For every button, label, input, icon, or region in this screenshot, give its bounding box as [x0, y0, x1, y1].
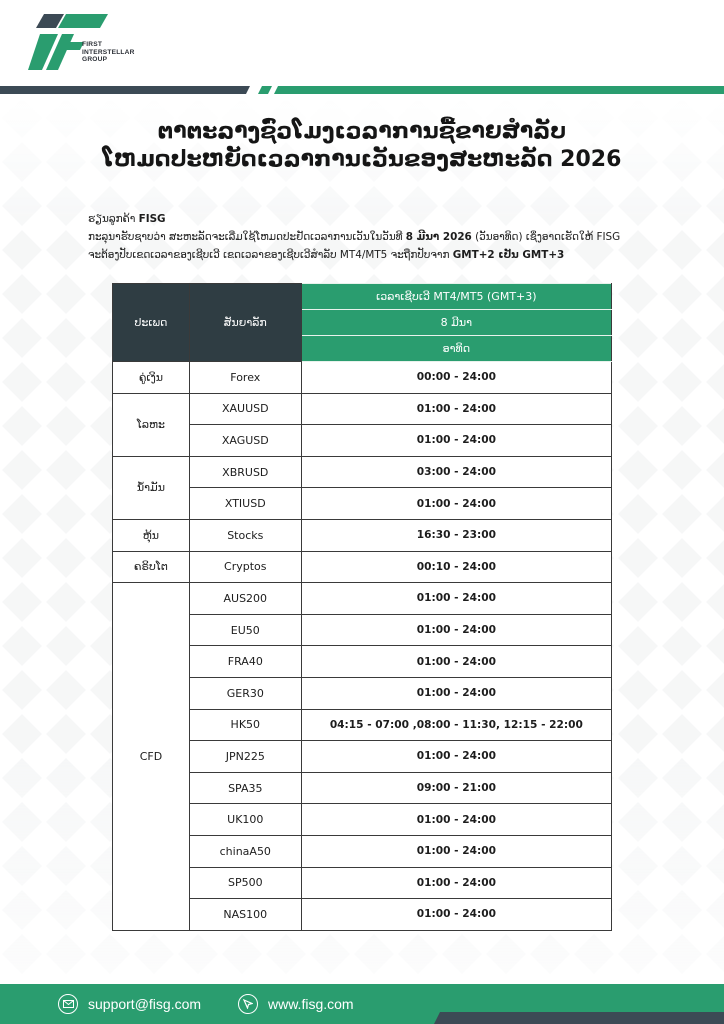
hours-cell: 16:30 - 23:00	[301, 519, 611, 551]
document-title	[0, 118, 724, 174]
logo-wordmark: FIRST INTERSTELLAR GROUP	[82, 41, 135, 64]
footer	[0, 984, 724, 1024]
hours-cell: 01:00 - 24:00	[301, 741, 611, 773]
symbol-cell: Cryptos	[189, 551, 301, 583]
symbol-cell: Forex	[189, 362, 301, 394]
type-cell: ຫຸ້ນ	[113, 519, 190, 551]
type-cell: CFD	[113, 583, 190, 931]
hours-cell: 01:00 - 24:00	[301, 867, 611, 899]
title-line-1: ຕາຕະລາງຊົ່ວໂມງເວລາການຊື້ຂາຍສຳລັບ	[157, 119, 567, 144]
hours-cell: 01:00 - 24:00	[301, 835, 611, 867]
table-body	[113, 362, 612, 931]
symbol-cell: UK100	[189, 804, 301, 836]
header-date: 8 ມີນາ	[301, 310, 611, 336]
hours-cell: 03:00 - 24:00	[301, 456, 611, 488]
intro-line-1: ກະລຸນາຮັບຊາບວ່າ ສະຫະລັດຈະເລີ່ມໃຊ້ໂຫມດປະຢັດເວລາການເວັນໃນວັນທີ 8 ມີນາ 2026 (ວັນອາທິດ) ເຊິ່ງອາດເຮັດໃຫ້ FISG	[88, 231, 621, 243]
symbol-cell: XAGUSD	[189, 425, 301, 457]
symbol-cell: SPA35	[189, 772, 301, 804]
type-cell: ນ້ຳມັນ	[113, 456, 190, 519]
hours-cell: 01:00 - 24:00	[301, 583, 611, 615]
header-stripe	[0, 86, 724, 94]
hours-cell: 01:00 - 24:00	[301, 425, 611, 457]
header-type: ປະເພດ	[113, 284, 190, 362]
symbol-cell: XBRUSD	[189, 456, 301, 488]
header-day: ອາທິດ	[301, 336, 611, 362]
trading-hours-table	[112, 283, 612, 931]
envelope-icon	[58, 994, 78, 1014]
cursor-icon	[238, 994, 258, 1014]
table-row	[113, 551, 612, 583]
footer-website[interactable]	[238, 984, 354, 1024]
symbol-cell: HK50	[189, 709, 301, 741]
greeting: ຮຽນລູກຄ້າ FISG	[88, 213, 166, 225]
type-cell: ຄູ່ເງິນ	[113, 362, 190, 394]
symbol-cell: chinaA50	[189, 835, 301, 867]
header-symbol: ສັນຍາລັກ	[189, 284, 301, 362]
email-link[interactable]: support@fisg.com	[88, 996, 202, 1012]
symbol-cell: GER30	[189, 677, 301, 709]
table-row	[113, 362, 612, 394]
hours-cell: 01:00 - 24:00	[301, 804, 611, 836]
footer-email[interactable]	[58, 984, 201, 1024]
hours-cell: 01:00 - 24:00	[301, 393, 611, 425]
symbol-cell: XAUUSD	[189, 393, 301, 425]
symbol-cell: FRA40	[189, 646, 301, 678]
symbol-cell: NAS100	[189, 899, 301, 931]
hours-cell: 01:00 - 24:00	[301, 677, 611, 709]
hours-cell: 01:00 - 24:00	[301, 899, 611, 931]
hours-cell: 01:00 - 24:00	[301, 488, 611, 520]
type-cell: ຄຣິບໂຕ	[113, 551, 190, 583]
table-row	[113, 456, 612, 488]
symbol-cell: XTIUSD	[189, 488, 301, 520]
title-line-2: ໂຫມດປະຫຍັດເວລາການເວັນຂອງສະຫະລັດ 2026	[102, 147, 622, 172]
symbol-cell: JPN225	[189, 741, 301, 773]
intro-line-2: ຈະຕ້ອງປັບເຂດເວລາຂອງເຊີບເວີ ເຂດເວລາຂອງເຊີບເວີສຳລັບ MT4/MT5 ຈະຖືກປັບຈາກ GMT+2 ເປັນ GMT+3	[88, 249, 565, 261]
hours-cell: 01:00 - 24:00	[301, 614, 611, 646]
table-row	[113, 393, 612, 425]
header-server-time: ເວລາເຊີບເວີ MT4/MT5 (GMT+3)	[301, 284, 611, 310]
intro-paragraph	[88, 210, 648, 264]
hours-cell: 00:10 - 24:00	[301, 551, 611, 583]
hours-cell: 09:00 - 21:00	[301, 772, 611, 804]
symbol-cell: Stocks	[189, 519, 301, 551]
type-cell: ໂລຫະ	[113, 393, 190, 456]
website-link[interactable]: www.fisg.com	[268, 996, 354, 1012]
hours-cell: 01:00 - 24:00	[301, 646, 611, 678]
hours-cell: 00:00 - 24:00	[301, 362, 611, 394]
symbol-cell: AUS200	[189, 583, 301, 615]
table-row	[113, 583, 612, 615]
symbol-cell: SP500	[189, 867, 301, 899]
symbol-cell: EU50	[189, 614, 301, 646]
table-row	[113, 519, 612, 551]
hours-cell: 04:15 - 07:00 ,08:00 - 11:30, 12:15 - 22:00	[301, 709, 611, 741]
